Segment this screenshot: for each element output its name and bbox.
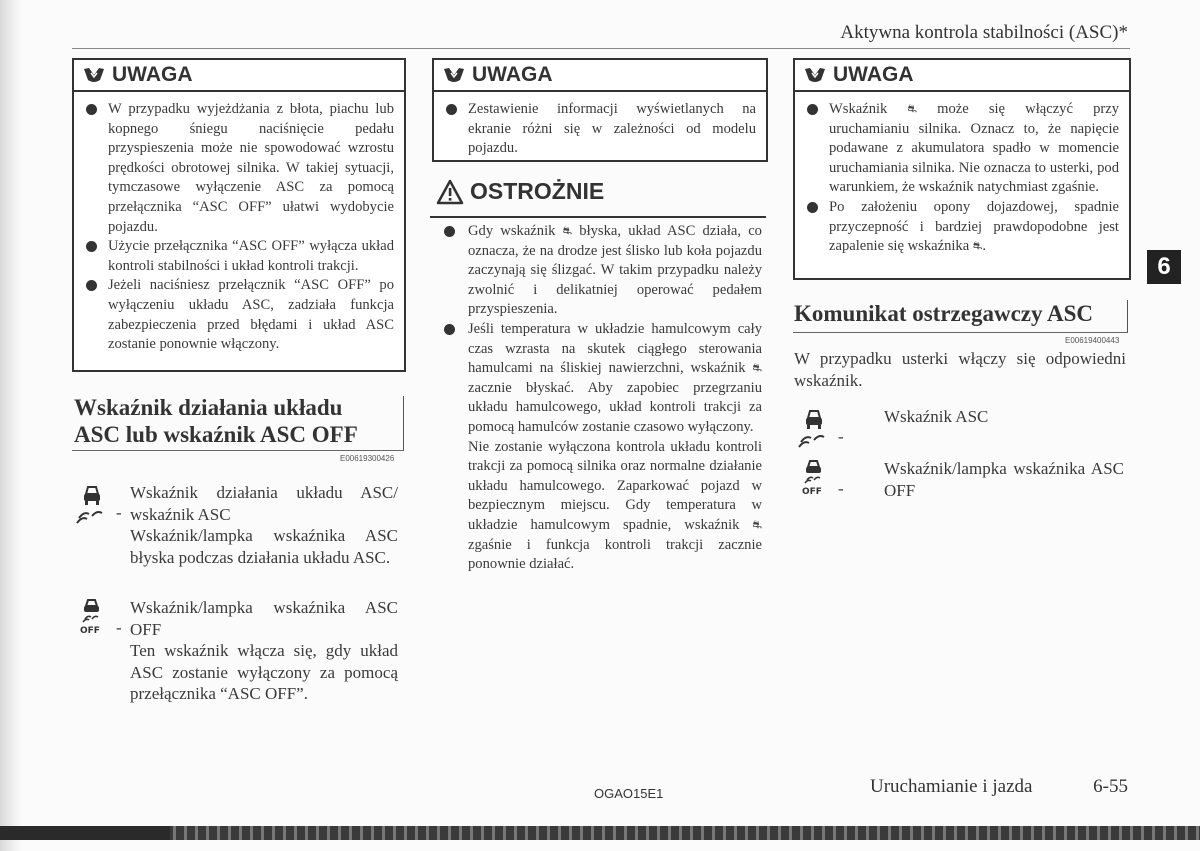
warning-label: UWAGA <box>472 63 553 86</box>
asc-indicator-inline-icon: ⛐ <box>907 102 917 115</box>
warning-hand-icon <box>82 65 106 85</box>
warning-label: UWAGA <box>112 63 193 86</box>
asc-indicator-icon <box>76 482 106 526</box>
chapter-tab: 6 <box>1147 250 1181 284</box>
warning-item: W przypadku wyjeżdżania z błota, piachu lub kopnego śniegu naciśnięcie pedału przyspieszenia może nie spowodować wzrostu prędkości obrotowej silnika. W takiej sytuacji, tymczasowe wyłączenie ASC za pomocą przełącznika “ASC OFF” ułatwi wydobycie pojazdu. <box>86 100 394 237</box>
bullet-icon <box>807 104 818 115</box>
section-title-asc-indicator: Wskaźnik działania układu ASC lub wskaźnik ASC OFF <box>74 395 358 447</box>
warning-item: Wskaźnik ⛐ może się włączyć przy uruchamianiu silnika. Oznacz to, że napięcie podawane z akumulatora spadło w momencie uruchamiania silnika. Nie oznacza to usterki, pod warunkiem, że wskaźnik natychmiast zgaśnie. <box>807 100 1119 198</box>
caution-item: Gdy wskaźnik ⛐ błyska, układ ASC działa, co oznacza, że na drodze jest ślisko lub koła pojazdu zaczynają się ślizgać. W takim przypadku należy zwolnić i delikatniej operować pedałem przyspieszenia. <box>446 222 762 320</box>
warning-item: Użycie przełącznika “ASC OFF” wyłącza układ kontroli stabilności i układ kontroli trakcji. <box>86 237 394 276</box>
bullet-icon <box>807 202 818 213</box>
caution-triangle-icon <box>436 179 464 205</box>
warning-hand-icon <box>803 65 827 85</box>
indicator-row-asc: - Wskaźnik działania układu ASC/ wskaźnik ASC Wskaźnik/lampka wskaźnika ASC błyska podczas działania układu ASC. <box>76 482 401 568</box>
warning-indicator-asc-label: Wskaźnik ASC <box>884 407 989 426</box>
footer-chapter-title: Uruchamianie i jazda <box>870 776 1033 797</box>
caution-header <box>436 178 604 205</box>
asc-indicator-inline-icon: ⛐ <box>752 361 762 375</box>
asc-off-indicator-icon <box>76 597 106 637</box>
asc-off-indicator-icon <box>798 458 828 498</box>
warning-box-header <box>74 60 404 92</box>
warning-box-col3 <box>793 58 1131 280</box>
bullet-icon <box>86 104 97 115</box>
bottom-scan-bar-dark <box>0 826 170 840</box>
warning-box-col1 <box>72 58 406 372</box>
warning-item: Jeżeli naciśniesz przełącznik “ASC OFF” po wyłączeniu układu ASC, zadziała funkcja zabezpieczenia przed błędami i układ ASC zostanie ponownie włączony. <box>86 276 394 354</box>
caution-paragraph: Nie zostanie wyłączona kontrola układu kontroli trakcji za pomocą silnika oraz normalne działanie układu hamulcowego. Zaparkować pojazd w bezpiecznym miejscu. Gdy temperatura w układzie hamulcowym spadnie, wskaźnik ⛐ zgaśnie i funkcja kontroli trakcji zacznie ponownie działać. <box>468 438 762 573</box>
asc-indicator-inline-icon: ⛐ <box>972 239 983 253</box>
section-title-bar <box>1127 300 1128 332</box>
bullet-icon <box>444 226 455 237</box>
section-rule <box>72 450 404 451</box>
svg-text:OFF: OFF <box>802 487 822 497</box>
warning-label: UWAGA <box>833 63 914 86</box>
caution-label: OSTROŻNIE <box>470 178 605 204</box>
page-number: 6-55 <box>1093 776 1128 797</box>
warning-box-header <box>434 60 766 92</box>
section-intro: W przypadku usterki włączy się odpowiedni wskaźnik. <box>794 349 1126 390</box>
warning-box-header <box>795 60 1129 92</box>
header-rule <box>72 48 1130 49</box>
warning-indicator-row-asc-off: OFF - Wskaźnik/lampka wskaźnika ASC OFF <box>798 458 1126 503</box>
section-code: E00619400443 <box>1065 336 1120 345</box>
page-gutter <box>0 0 22 851</box>
caution-item: Jeśli temperatura w układzie hamulcowym cały czas wzrasta na skutek ciągłego sterowania hamulcami na śliskiej nawierzchni, wskaźnik ⛐ zacznie błyskać. Aby zapobiec przegrzaniu układu hamulcowego, układ kontroli trakcji za pomocą hamulców zostanie czasowo wyłączony. <box>446 320 762 438</box>
warning-hand-icon <box>442 65 466 85</box>
indicator-asc-off-label: Wskaźnik/lampka wskaźnika ASC OFF <box>130 598 398 639</box>
section-code: E00619300426 <box>340 454 395 463</box>
footer-code: OGAO15E1 <box>594 786 664 801</box>
indicator-row-asc-off: OFF - Wskaźnik/lampka wskaźnika ASC OFF Ten wskaźnik włącza się, gdy układ ASC zostanie wyłączony za pomocą przełącznika “ASC OFF”. <box>76 597 401 705</box>
bullet-icon <box>86 241 97 252</box>
indicator-asc-note: Wskaźnik/lampka wskaźnika ASC błyska podczas działania układu ASC. <box>130 526 398 567</box>
indicator-asc-off-note: Ten wskaźnik włącza się, gdy układ ASC zostanie wyłączony za pomocą przełącznika “ASC OFF”. <box>130 641 398 703</box>
warning-indicator-asc-off-label: Wskaźnik/lampka wskaźnika ASC OFF <box>884 459 1124 500</box>
page-header-title: Aktywna kontrola stabilności (ASC)* <box>840 22 1128 43</box>
indicator-asc-label: Wskaźnik działania układu ASC/ wskaźnik ASC <box>130 483 398 524</box>
warning-item: Po założeniu opony dojazdowej, spadnie przyczepność i bardziej prawdopodobne jest zapalenie się wskaźnika ⛐. <box>807 198 1119 257</box>
bottom-scan-bar <box>0 826 1200 840</box>
bullet-icon <box>446 104 457 115</box>
bullet-icon <box>444 324 455 335</box>
warning-indicator-row-asc: - Wskaźnik ASC <box>798 406 1126 455</box>
section-rule <box>793 332 1128 333</box>
section-title-asc-warning: Komunikat ostrzegawczy ASC <box>794 301 1093 326</box>
asc-indicator-icon <box>798 406 828 450</box>
caution-body <box>446 222 762 575</box>
warning-item: Zestawienie informacji wyświetlanych na ekranie różni się w zależności od modelu pojazdu. <box>446 100 756 159</box>
warning-box-col2 <box>432 58 768 162</box>
svg-text:OFF: OFF <box>80 626 100 636</box>
asc-indicator-inline-icon: ⛐ <box>752 517 762 531</box>
caution-rule <box>430 216 766 218</box>
bullet-icon <box>86 280 97 291</box>
section-title-bar <box>403 396 404 450</box>
asc-indicator-inline-icon: ⛐ <box>562 224 573 237</box>
